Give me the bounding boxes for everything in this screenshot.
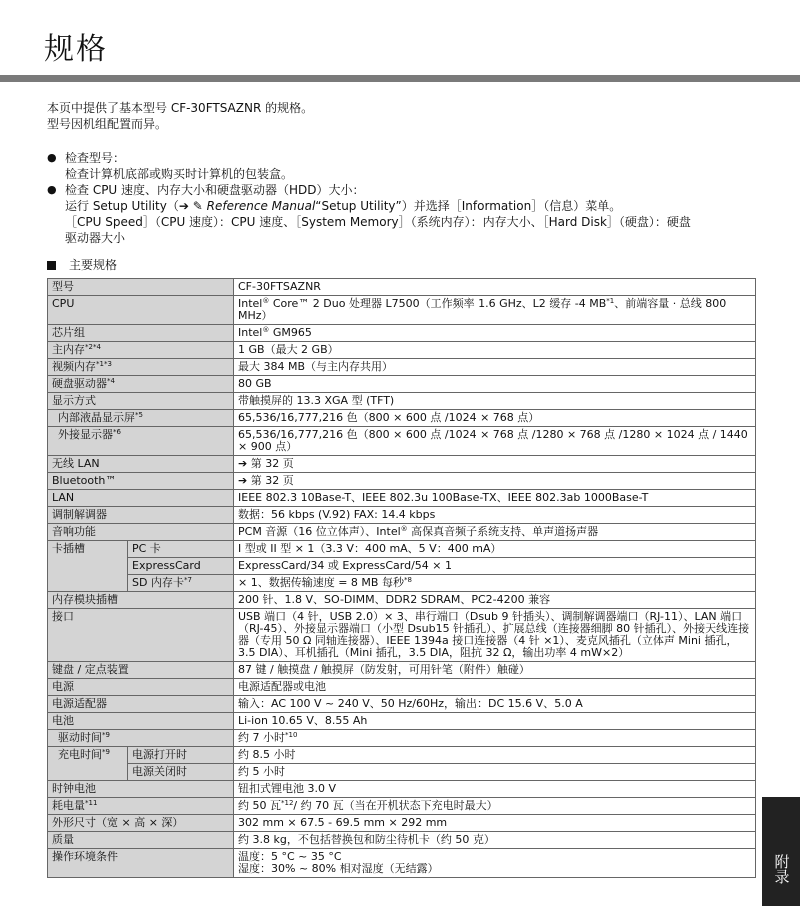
spec-value: USB 端口（4 针，USB 2.0）× 3、串行端口（Dsub 9 针插头）、调制解调器端口（RJ-11）、LAN 端口（RJ-45）、外接显示器端口（小型 Dsub15 针插孔）、扩展总线（连接器细脚 80 针插孔）、外接天线连接器（专用 50 Ω 同轴连接器）、IEEE 1394a 接口连接器（4 针 ×1）、麦克风插孔（立体声 Mini 插孔，3.5 DIA）、耳机插孔（Mini 插孔，3.5 DIA，阻抗 32 Ω，输出功率 4 mW×2）	[234, 609, 756, 662]
bullet-dot-icon: ●	[47, 151, 57, 164]
spec-key: 内存模块插槽	[48, 592, 234, 609]
spec-key: 内部液晶显示屏$^{*5}$	[48, 410, 234, 427]
spec-value: 约 5 小时	[234, 764, 756, 781]
bullet-item	[47, 182, 767, 246]
spec-key: CPU	[48, 296, 234, 325]
title-divider	[0, 75, 800, 82]
spec-value: Li-ion 10.65 V、8.55 Ah	[234, 713, 756, 730]
table-row	[48, 427, 756, 456]
table-row	[48, 662, 756, 679]
table-row	[48, 541, 756, 558]
spec-value: 65,536/16,777,216 色（800 × 600 点 /1024 × 768 点 /1280 × 768 点 /1280 × 1024 点 / 1440 × 900 点）	[234, 427, 756, 456]
intro-line-2: 型号因机组配置而异。	[47, 117, 168, 131]
spec-key: 耗电量$^{*11}$	[48, 798, 234, 815]
spec-value: 钮扣式锂电池 3.0 V	[234, 781, 756, 798]
spec-value: ExpressCard/34 或 ExpressCard/54 × 1	[234, 558, 756, 575]
table-row	[48, 609, 756, 662]
table-row	[48, 507, 756, 524]
spec-subkey: ExpressCard	[128, 558, 234, 575]
spec-key: 显示方式	[48, 393, 234, 410]
spec-value: 带触摸屏的 13.3 XGA 型 (TFT)	[234, 393, 756, 410]
bullet-line: 检查型号：	[65, 151, 126, 165]
spec-value[interactable]: ➔ 第 32 页	[234, 456, 756, 473]
reference-manual-link[interactable]: Reference Manual	[206, 199, 316, 213]
spec-key: 视频内存$^{*1*3}$	[48, 359, 234, 376]
spec-key: 型号	[48, 279, 234, 296]
table-row	[48, 410, 756, 427]
table-row	[48, 558, 756, 575]
spec-value: 数据：56 kbps (V.92) FAX: 14.4 kbps	[234, 507, 756, 524]
spec-key: 时钟电池	[48, 781, 234, 798]
bullet-item	[47, 150, 767, 182]
table-row	[48, 592, 756, 609]
spec-key: 键盘 / 定点装置	[48, 662, 234, 679]
bullet-line: ［CPU Speed］（CPU 速度）：CPU 速度、［System Memory］（系统内存）：内存大小、［Hard Disk］（硬盘）：硬盘	[65, 215, 691, 229]
spec-key: 外形尺寸（宽 × 高 × 深）	[48, 815, 234, 832]
table-row	[48, 325, 756, 342]
spec-key: 卡插槽	[48, 541, 128, 592]
bullet-line	[65, 198, 691, 214]
table-row	[48, 849, 756, 878]
spec-value: 1 GB（最大 2 GB）	[234, 342, 756, 359]
spec-key: 操作环境条件	[48, 849, 234, 878]
spec-value: 302 mm × 67.5 - 69.5 mm × 292 mm	[234, 815, 756, 832]
bullet-line: 检查计算机底部或购买时计算机的包装盒。	[65, 167, 294, 181]
table-row	[48, 832, 756, 849]
bullet-line: 检查 CPU 速度、内存大小和硬盘驱动器（HDD）大小：	[65, 183, 365, 197]
spec-key: 充电时间$^{*9}$	[48, 747, 128, 781]
spec-subkey: 电源关闭时	[128, 764, 234, 781]
spec-subkey: 电源打开时	[128, 747, 234, 764]
side-tab-label: 附录	[772, 854, 791, 884]
table-row	[48, 473, 756, 490]
spec-value: 约 3.8 kg，不包括替换包和防尘待机卡（约 50 克）	[234, 832, 756, 849]
spec-value: IEEE 802.3 10Base-T、IEEE 802.3u 100Base-TX、IEEE 802.3ab 1000Base-T	[234, 490, 756, 507]
spec-value: 输入：AC 100 V ~ 240 V、50 Hz/60Hz，输出：DC 15.6 V、5.0 A	[234, 696, 756, 713]
spec-key: 硬盘驱动器$^{*4}$	[48, 376, 234, 393]
spec-subkey: SD 内存卡$^{*7}$	[128, 575, 234, 592]
bullet-text: “Setup Utility”）并选择［Information］（信息）菜单。	[315, 199, 622, 213]
table-row	[48, 393, 756, 410]
table-row	[48, 713, 756, 730]
spec-key: 调制解调器	[48, 507, 234, 524]
spec-key: 外接显示器$^{*6}$	[48, 427, 234, 456]
table-row	[48, 730, 756, 747]
table-row	[48, 815, 756, 832]
spec-value: 温度：5 °C ~ 35 °C 湿度：30% ~ 80% 相对湿度（无结露）	[234, 849, 756, 878]
spec-value: Intel® GM965	[234, 325, 756, 342]
intro-line-1: 本页中提供了基本型号 CF-30FTSAZNR 的规格。	[47, 101, 314, 115]
spec-key: 电源	[48, 679, 234, 696]
table-row	[48, 575, 756, 592]
spec-key: 接口	[48, 609, 234, 662]
page-title: 规格	[44, 32, 108, 67]
table-row	[48, 696, 756, 713]
table-row	[48, 359, 756, 376]
spec-value: 65,536/16,777,216 色（800 × 600 点 /1024 × 768 点）	[234, 410, 756, 427]
spec-value: PCM 音源（16 位立体声）、Intel® 高保真音频子系统支持、单声道扬声器	[234, 524, 756, 541]
table-row	[48, 490, 756, 507]
spec-value: 电源适配器或电池	[234, 679, 756, 696]
spec-value: 最大 384 MB（与主内存共用）	[234, 359, 756, 376]
table-row	[48, 524, 756, 541]
square-bullet-icon	[47, 261, 56, 270]
spec-value: 约 50 瓦$^{*12}$/ 约 70 瓦（当在开机状态下充电时最大）	[234, 798, 756, 815]
table-row	[48, 747, 756, 764]
section-title: 主要规格	[69, 258, 118, 272]
table-row	[48, 456, 756, 473]
spec-value[interactable]: ➔ 第 32 页	[234, 473, 756, 490]
spec-value: × 1、数据传输速度 = 8 MB 每秒$^{*8}$	[234, 575, 756, 592]
spec-value: Intel® Core™ 2 Duo 处理器 L7500（工作频率 1.6 GHz、L2 缓存 -4 MB$^{*1}$、前端容量 · 总线 800 MHz）	[234, 296, 756, 325]
spec-value: 200 针、1.8 V、SO-DIMM、DDR2 SDRAM、PC2-4200 兼容	[234, 592, 756, 609]
spec-table	[47, 278, 756, 878]
reference-arrow-icon: ➔ ✎	[178, 199, 203, 213]
bullet-line: 驱动器大小	[65, 231, 126, 245]
spec-key: 芯片组	[48, 325, 234, 342]
spec-value: 约 7 小时$^{*10}$	[234, 730, 756, 747]
bullet-text: 运行 Setup Utility（	[65, 199, 179, 213]
spec-key: Bluetooth™	[48, 473, 234, 490]
table-row	[48, 781, 756, 798]
spec-key: 音响功能	[48, 524, 234, 541]
spec-key: 电源适配器	[48, 696, 234, 713]
appendix-side-tab[interactable]	[762, 797, 800, 906]
spec-key: 质量	[48, 832, 234, 849]
table-row	[48, 342, 756, 359]
table-row	[48, 764, 756, 781]
spec-key: 无线 LAN	[48, 456, 234, 473]
spec-key: 驱动时间$^{*9}$	[48, 730, 234, 747]
spec-value: 约 8.5 小时	[234, 747, 756, 764]
bullet-list	[47, 150, 767, 246]
table-row	[48, 296, 756, 325]
spec-key: 主内存$^{*2*4}$	[48, 342, 234, 359]
table-row	[48, 376, 756, 393]
section-heading	[47, 257, 117, 273]
table-row	[48, 679, 756, 696]
spec-value: 87 键 / 触摸盘 / 触摸屏（防发射，可用针笔（附件）触碰）	[234, 662, 756, 679]
spec-key: LAN	[48, 490, 234, 507]
table-row	[48, 798, 756, 815]
spec-key: 电池	[48, 713, 234, 730]
spec-value: I 型或 II 型 × 1（3.3 V：400 mA、5 V：400 mA）	[234, 541, 756, 558]
table-row	[48, 279, 756, 296]
intro-text	[47, 100, 313, 132]
spec-value: 80 GB	[234, 376, 756, 393]
spec-value: CF-30FTSAZNR	[234, 279, 756, 296]
spec-subkey: PC 卡	[128, 541, 234, 558]
bullet-dot-icon: ●	[47, 183, 57, 196]
